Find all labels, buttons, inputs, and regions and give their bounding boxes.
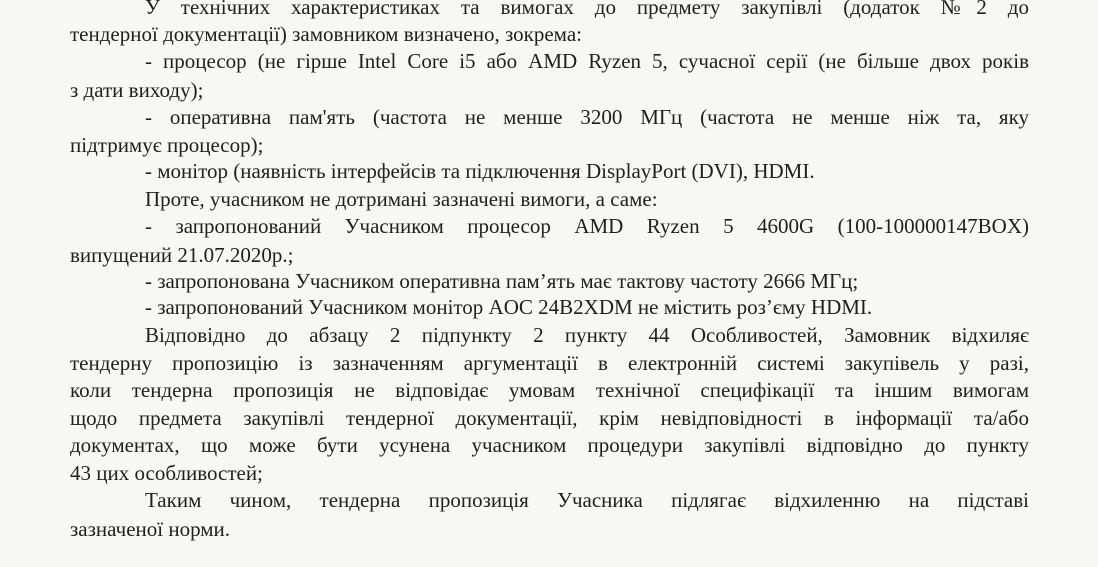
text-line: з дати виходу);: [70, 78, 204, 102]
text-line: У технічних характеристиках та вимогах до предмету закупівлі (додаток №2 до: [145, 0, 1029, 19]
text-line: - запропонований Учасником процесор AMD Ryzen 5 4600G (100-100000147BOX): [145, 214, 1029, 238]
text-line: Таким чином, тендерна пропозиція Учасника підлягає відхиленню на підставі: [145, 488, 1029, 512]
text-line: зазначеної норми.: [70, 517, 231, 541]
text-line: Проте, учасником не дотримані зазначені вимоги, а саме:: [145, 187, 658, 211]
text-line: тендерної документації) замовником визначено, зокрема:: [70, 22, 582, 46]
text-line: документах, що може бути усунена учасником процедури закупівлі відповідно до пункту: [70, 433, 1029, 457]
text-line: Відповідно до абзацу 2 підпункту 2 пункту 44 Особливостей, Замовник відхиляє: [145, 323, 1029, 347]
text-line: 43 цих особливостей;: [70, 461, 263, 485]
text-line: підтримує процесор);: [70, 133, 264, 157]
text-line: тендерну пропозицію із зазначенням аргументації в електронній системі закупівель у разі,: [70, 351, 1029, 375]
text-line: коли тендерна пропозиція не відповідає умовам технічної специфікації та іншим вимогам: [70, 378, 1029, 402]
text-line: випущений 21.07.2020р.;: [70, 243, 294, 267]
text-line: щодо предмета закупівлі тендерної документації, крім невідповідності в інформації та/або: [70, 406, 1029, 430]
text-line: - оперативна пам'ять (частота не менше 3200 МГц (частота не менше ніж та, яку: [145, 105, 1029, 129]
text-line: - запропонована Учасником оперативна пам’ять має тактову частоту 2666 МГц;: [145, 269, 859, 293]
text-line: - монітор (наявність інтерфейсів та підключення DisplayPort (DVI), HDMI.: [145, 159, 815, 183]
text-line: - запропонований Учасником монітор AOC 24B2XDM не містить роз’єму HDMI.: [145, 295, 873, 319]
text-line: - процесор (не гірше Intel Core i5 або AMD Ryzen 5, сучасної серії (не більше двох років: [145, 49, 1029, 73]
